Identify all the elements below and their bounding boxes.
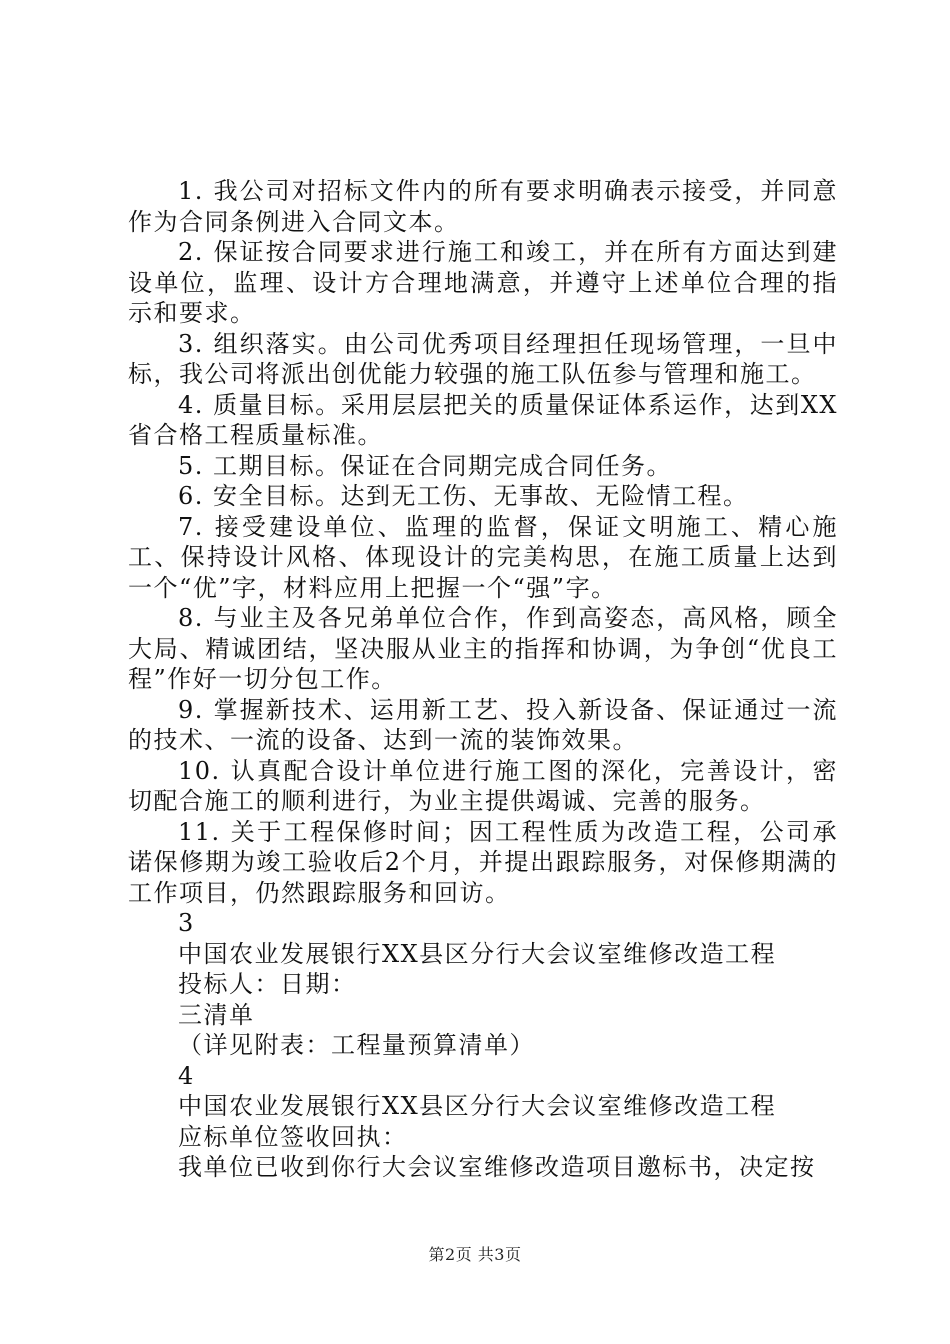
page-number-marker-3: 3 [178,909,195,937]
project-title-repeat: 中国农业发展银行XX县区分行大会议室维修改造工程 [178,1092,777,1120]
paragraph-item-4: 4. 质量目标。采用层层把关的质量保证体系运作，达到XX省合格工程质量标准。 [128,390,838,449]
paragraph-item-7: 7. 接受建设单位、监理的监督，保证文明施工、精心施工、保持设计风格、体现设计的完美构思，在施工质量上达到一个“优”字，材料应用上把握一个“强”字。 [128,512,838,602]
paragraph-item-1: 1. 我公司对招标文件内的所有要求明确表示接受，并同意作为合同条例进入合同文本。 [128,177,838,236]
document-body [128,176,838,1183]
paragraph-item-8: 8. 与业主及各兄弟单位合作，作到高姿态，高风格，顾全大局、精诚团结，坚决服从业主的指挥和协调，为争创“优良工程”作好一切分包工作。 [128,604,838,693]
page-number-marker-4: 4 [178,1061,195,1090]
receipt-text: 我单位已收到你行大会议室维修改造项目邀标书，决定按 [178,1153,816,1181]
paragraph-item-2: 2. 保证按合同要求进行施工和竣工，并在所有方面达到建设单位，监理、设计方合理地满意，并遵守上述单位合理的指示和要求。 [128,238,838,327]
paragraph-item-5: 5. 工期目标。保证在合同期完成合同任务。 [178,451,673,480]
project-title: 中国农业发展银行XX县区分行大会议室维修改造工程 [178,939,777,968]
paragraph-item-6: 6. 安全目标。达到无工伤、无事故、无险情工程。 [178,482,749,510]
page-footer: 第2页 共3页 [428,1245,522,1264]
section-heading-list: 三清单 [178,1000,255,1029]
paragraph-item-10: 10. 认真配合设计单位进行施工图的深化，完善设计，密切配合施工的顺利进行，为业主提供竭诚、完善的服务。 [128,756,838,815]
paragraph-item-3: 3. 组织落实。由公司优秀项目经理担任现场管理，一旦中标，我公司将派出创优能力较强的施工队伍参与管理和施工。 [128,329,838,388]
paragraph-item-9: 9. 掌握新技术、运用新工艺、投入新设备、保证通过一流的技术、一流的设备、达到一流的装饰效果。 [128,695,838,754]
bidder-date-line: 投标人：日期： [178,970,357,998]
paragraph-item-11: 11. 关于工程保修时间；因工程性质为改造工程，公司承诺保修期为竣工验收后2个月，并提出跟踪服务，对保修期满的工作项目，仍然跟踪服务和回访。 [128,817,838,907]
receipt-heading: 应标单位签收回执： [178,1122,408,1151]
attachment-note: （详见附表：工程量预算清单） [178,1031,535,1059]
